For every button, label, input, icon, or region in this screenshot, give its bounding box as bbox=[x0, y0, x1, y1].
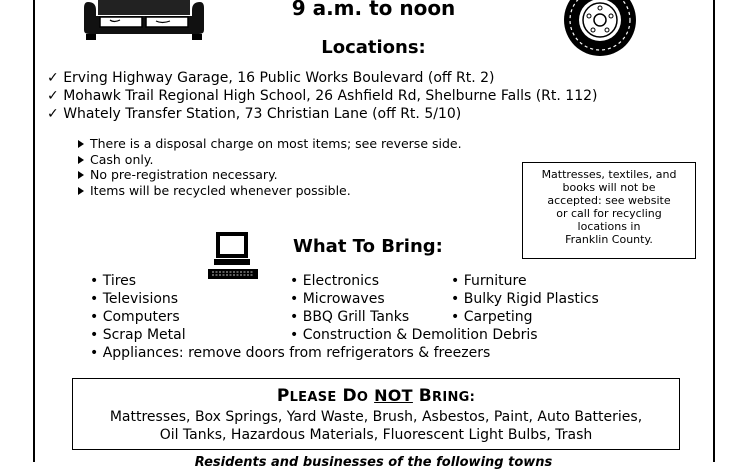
list-item: • Microwaves bbox=[290, 291, 385, 307]
list-item: • Televisions bbox=[90, 291, 179, 307]
list-item: • Electronics bbox=[290, 273, 380, 289]
locations-heading: Locations: bbox=[321, 37, 426, 58]
not-accepted-notice: Mattresses, textiles, and books will not be accepted: see website or call for recycling locations in Franklin County. bbox=[522, 162, 696, 259]
triangle-bullet-icon bbox=[78, 187, 84, 195]
list-item: • Tires bbox=[90, 273, 137, 289]
list-item: • Computers bbox=[90, 309, 180, 325]
triangle-bullet-icon bbox=[78, 171, 84, 179]
location-item: ✓ Erving Highway Garage, 16 Public Works Boulevard (off Rt. 2) bbox=[47, 70, 495, 86]
what-to-bring-heading: What To Bring: bbox=[293, 236, 443, 257]
event-hours: 9 a.m. to noon bbox=[291, 0, 456, 20]
list-item: • Scrap Metal bbox=[90, 327, 186, 343]
list-item: • BBQ Grill Tanks bbox=[290, 309, 410, 325]
list-item: • Construction & Demolition Debris bbox=[290, 327, 538, 343]
check-icon: ✓ bbox=[47, 106, 64, 122]
notes-list bbox=[78, 136, 462, 198]
do-not-bring-items: Mattresses, Box Springs, Yard Waste, Brush, Asbestos, Paint, Auto Batteries, Oil Tanks, Hazardous Materials, Fluorescent Light Bulbs, Trash bbox=[109, 409, 643, 443]
bring-column-3 bbox=[451, 272, 599, 326]
note-item: Items will be recycled whenever possible. bbox=[78, 183, 462, 199]
do-not-bring-heading: PLEASE DO NOT BRING: bbox=[276, 386, 476, 406]
list-item: • Furniture bbox=[451, 273, 527, 289]
location-item: ✓ Mohawk Trail Regional High School, 26 Ashfield Rd, Shelburne Falls (Rt. 112) bbox=[47, 88, 598, 104]
location-item: ✓ Whately Transfer Station, 73 Christian Lane (off Rt. 5/10) bbox=[47, 106, 462, 122]
note-item: No pre-registration necessary. bbox=[78, 167, 462, 183]
triangle-bullet-icon bbox=[78, 156, 84, 164]
list-item: • Carpeting bbox=[451, 309, 533, 325]
check-icon: ✓ bbox=[47, 88, 64, 104]
locations-list bbox=[47, 69, 597, 123]
footer-text: Residents and businesses of the following towns bbox=[194, 455, 553, 470]
list-item: • Bulky Rigid Plastics bbox=[451, 291, 599, 307]
note-item: There is a disposal charge on most items; see reverse side. bbox=[78, 136, 462, 152]
triangle-bullet-icon bbox=[78, 140, 84, 148]
check-icon: ✓ bbox=[47, 70, 64, 86]
list-item: • Appliances: remove doors from refrigerators & freezers bbox=[90, 345, 491, 361]
do-not-bring-box bbox=[72, 378, 680, 450]
note-item: Cash only. bbox=[78, 152, 462, 168]
